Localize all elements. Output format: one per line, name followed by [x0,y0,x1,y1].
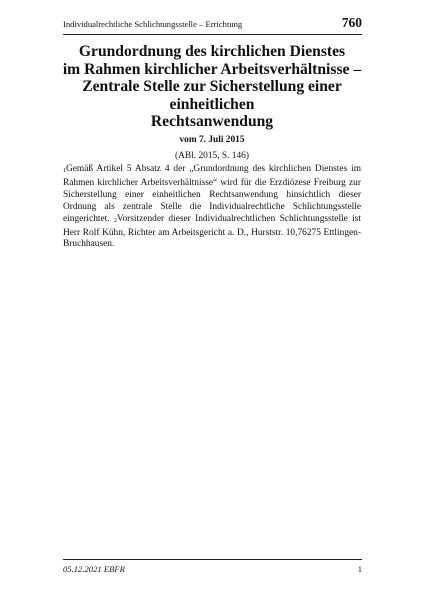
sentence-2: Vorsitzender dieser Individualrechtlichen Schlichtungsstelle ist Herr Rolf Kühn, Richter am Arbeitsgericht a. D., Hurststr. 10,76275 Ettlingen-Bruchhausen. [63,213,361,250]
title-line-3: Zentrale Stelle zur Sicherstellung einer einheitlichen [82,78,342,113]
document-source: (ABl. 2015, S. 146) [175,150,249,161]
header-page-number: 760 [341,15,362,30]
running-header [63,15,362,35]
title-line-2: im Rahmen kirchlicher Arbeitsverhältnisse – [62,60,362,78]
title-block [60,43,364,161]
sentence-marker-2: 2 [113,217,117,224]
title-line-4: Rechtsanwendung [150,113,274,131]
footer-edition: 05.12.2021 EBFR [63,564,125,574]
title-line-1: Grundordnung des kirchlichen Dienstes [78,43,346,60]
footer-page: 1 [357,564,362,574]
sentence-marker-1: 1 [63,168,66,174]
running-title: Individualrechtliche Schlichtungsstelle – Errichtung [63,19,243,29]
sentence-1: Gemäß Artikel 5 Absatz 4 der „Grundordnung des kirchlichen Dienstes im Rahmen kirchlicher Arbeitsverhältnisse“ wird für die Erzdiözese Freiburg zur Sicherstellung einer einheitlichen Rechtsanwendung hinsichtlich dieser Ordnung als zentrale Stelle die Individualrechtliche Schlichtungsstelle eingerichtet. [63,164,361,224]
document-date: vom 7. Juli 2015 [179,134,245,145]
page-footer [63,559,362,574]
body-paragraph [63,164,361,251]
document-title [60,43,364,131]
